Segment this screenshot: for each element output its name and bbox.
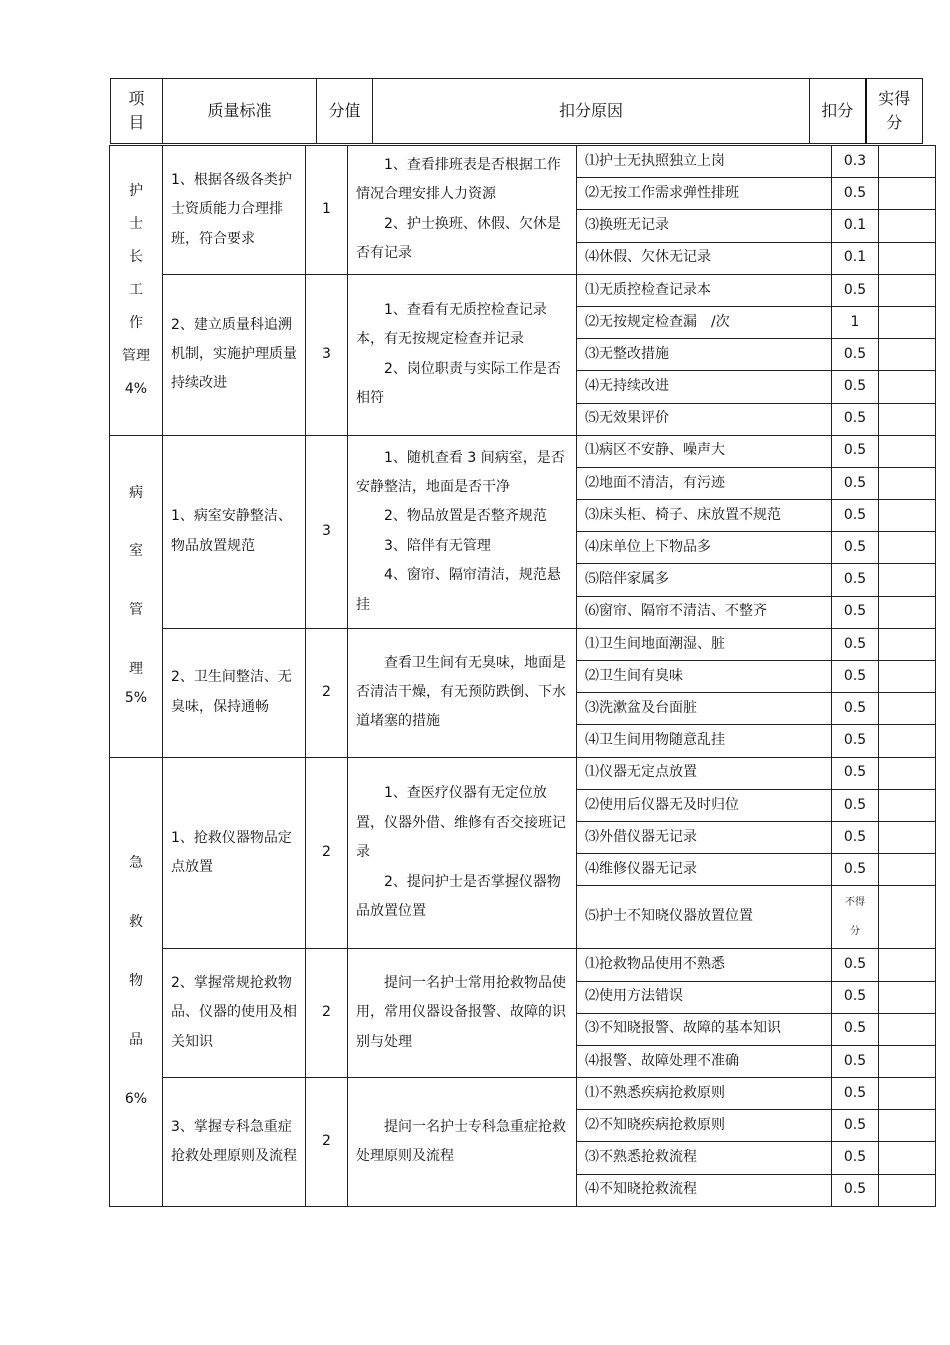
scoring-table xyxy=(109,145,936,1207)
deduction-item: ⑷床单位上下物品多 xyxy=(577,532,832,564)
earned-score-cell[interactable] xyxy=(879,789,936,821)
earned-score-cell[interactable] xyxy=(879,886,936,949)
deduction-points: 0.5 xyxy=(832,1142,879,1174)
earned-score-cell[interactable] xyxy=(879,1013,936,1045)
reason-paragraph: 2、岗位职责与实际工作是否相符 xyxy=(356,360,561,407)
deduction-item: ⑸陪伴家属多 xyxy=(577,564,832,596)
deduction-item: ⑷休假、欠休无记录 xyxy=(577,242,832,274)
table-row xyxy=(110,435,936,467)
deduction-points: 不得 分 xyxy=(832,886,879,949)
earned-score-cell[interactable] xyxy=(879,949,936,981)
header-reason: 扣分原因 xyxy=(373,79,810,144)
deduction-points: 0.5 xyxy=(832,725,879,757)
deduction-item: ⑵使用后仪器无及时归位 xyxy=(577,789,832,821)
deduction-points: 0.5 xyxy=(832,628,879,660)
deduction-item: ⑷维修仪器无记录 xyxy=(577,854,832,886)
deduction-points: 0.5 xyxy=(832,1045,879,1077)
score-value: 2 xyxy=(306,628,348,757)
deduction-reason xyxy=(348,146,577,275)
deduction-points: 0.5 xyxy=(832,789,879,821)
deduction-points: 0.5 xyxy=(832,371,879,403)
deduction-item: ⑶无整改措施 xyxy=(577,339,832,371)
header-score: 分值 xyxy=(317,79,373,144)
reason-paragraph: 2、物品放置是否整齐规范 xyxy=(384,508,547,525)
deduction-points: 0.1 xyxy=(832,242,879,274)
earned-score-cell[interactable] xyxy=(879,1142,936,1174)
earned-score-cell[interactable] xyxy=(879,757,936,789)
reason-paragraph: 1、查医疗仪器有无定位放置，仪器外借、维修有否交接班记录 xyxy=(356,785,566,861)
earned-score-cell[interactable] xyxy=(879,725,936,757)
earned-score-cell[interactable] xyxy=(879,306,936,338)
header-deduction: 扣分 xyxy=(810,79,866,144)
table-row xyxy=(110,274,936,306)
earned-score-cell[interactable] xyxy=(879,371,936,403)
earned-score-cell[interactable] xyxy=(879,339,936,371)
header-row xyxy=(111,79,923,144)
reason-paragraph: 2、护士换班、休假、欠休是否有记录 xyxy=(356,215,561,262)
score-value: 2 xyxy=(306,1078,348,1207)
deduction-item: ⑶床头柜、椅子、床放置不规范 xyxy=(577,500,832,532)
deduction-item: ⑵无按规定检查漏 /次 xyxy=(577,306,832,338)
deduction-item: ⑵使用方法错误 xyxy=(577,981,832,1013)
deduction-points: 0.5 xyxy=(832,1013,879,1045)
earned-score-cell[interactable] xyxy=(879,146,936,178)
header-table xyxy=(110,78,923,144)
deduction-item: ⑶洗漱盆及台面脏 xyxy=(577,693,832,725)
deduction-points: 0.3 xyxy=(832,146,879,178)
score-value: 3 xyxy=(306,435,348,628)
quality-standard: 1、病室安静整洁、物品放置规范 xyxy=(163,435,306,628)
deduction-points: 0.5 xyxy=(832,403,879,435)
reason-paragraph: 1、随机查看 3 间病室，是否安静整洁，地面是否干净 xyxy=(356,449,565,495)
score-value: 2 xyxy=(306,757,348,949)
deduction-item: ⑸护士不知晓仪器放置位置 xyxy=(577,886,832,949)
reason-paragraph: 2、提问护士是否掌握仪器物品放置位置 xyxy=(356,873,561,920)
deduction-item: ⑷报警、故障处理不准确 xyxy=(577,1045,832,1077)
deduction-reason xyxy=(348,1078,577,1207)
deduction-points: 0.5 xyxy=(832,1174,879,1206)
deduction-item: ⑴护士无执照独立上岗 xyxy=(577,146,832,178)
score-value: 3 xyxy=(306,274,348,435)
reason-paragraph: 提问一名护士专科急重症抢救处理原则及流程 xyxy=(356,1118,566,1164)
earned-score-cell[interactable] xyxy=(879,403,936,435)
earned-score-cell[interactable] xyxy=(879,532,936,564)
earned-score-cell[interactable] xyxy=(879,854,936,886)
deduction-points: 0.5 xyxy=(832,435,879,467)
quality-standard: 3、掌握专科急重症抢救处理原则及流程 xyxy=(163,1078,306,1207)
deduction-points: 0.5 xyxy=(832,339,879,371)
deduction-points: 0.5 xyxy=(832,500,879,532)
deduction-item: ⑵无按工作需求弹性排班 xyxy=(577,178,832,210)
score-value: 1 xyxy=(306,146,348,275)
deduction-reason xyxy=(348,757,577,949)
deduction-points: 0.5 xyxy=(832,1078,879,1110)
deduction-item: ⑵地面不清洁，有污迹 xyxy=(577,467,832,499)
reason-paragraph: 1、查看有无质控检查记录本，有无按规定检查并记录 xyxy=(356,301,547,348)
earned-score-cell[interactable] xyxy=(879,210,936,242)
deduction-item: ⑶换班无记录 xyxy=(577,210,832,242)
earned-score-cell[interactable] xyxy=(879,596,936,628)
earned-score-cell[interactable] xyxy=(879,628,936,660)
score-value: 2 xyxy=(306,949,348,1078)
earned-score-cell[interactable] xyxy=(879,435,936,467)
deduction-points: 0.5 xyxy=(832,532,879,564)
section-category: 护 士 长 工 作 管理 4% xyxy=(110,146,163,436)
earned-score-cell[interactable] xyxy=(879,1045,936,1077)
deduction-item: ⑸无效果评价 xyxy=(577,403,832,435)
deduction-points: 1 xyxy=(832,306,879,338)
reason-paragraph: 提问一名护士常用抢救物品使用，常用仪器设备报警、故障的识别与处理 xyxy=(356,975,566,1050)
quality-standard: 2、卫生间整洁、无臭味，保持通畅 xyxy=(163,628,306,757)
section-category: 病 室 管 理 5% xyxy=(110,435,163,757)
deduction-item: ⑷无持续改进 xyxy=(577,371,832,403)
table-row xyxy=(110,146,936,178)
earned-score-cell[interactable] xyxy=(879,981,936,1013)
quality-standard: 2、建立质量科追溯机制，实施护理质量持续改进 xyxy=(163,274,306,435)
section-category: 急 救 物 品 6% xyxy=(110,757,163,1206)
deduction-item: ⑵不知晓疾病抢救原则 xyxy=(577,1110,832,1142)
reason-paragraph: 3、陪伴有无管理 xyxy=(384,537,491,554)
deduction-item: ⑴卫生间地面潮湿、脏 xyxy=(577,628,832,660)
earned-score-cell[interactable] xyxy=(879,661,936,693)
earned-score-cell[interactable] xyxy=(879,1078,936,1110)
deduction-points: 0.5 xyxy=(832,757,879,789)
deduction-points: 0.5 xyxy=(832,564,879,596)
deduction-points: 0.5 xyxy=(832,178,879,210)
reason-paragraph: 查看卫生间有无臭味，地面是否清洁干燥，有无预防跌倒、下水道堵塞的措施 xyxy=(356,654,566,730)
earned-score-cell[interactable] xyxy=(879,1174,936,1206)
deduction-item: ⑴病区不安静、噪声大 xyxy=(577,435,832,467)
deduction-reason xyxy=(348,628,577,757)
earned-score-cell[interactable] xyxy=(879,693,936,725)
deduction-item: ⑷卫生间用物随意乱挂 xyxy=(577,725,832,757)
deduction-item: ⑴不熟悉疾病抢救原则 xyxy=(577,1078,832,1110)
earned-score-cell[interactable] xyxy=(879,1110,936,1142)
table-row xyxy=(110,628,936,660)
header-earned: 实得 分 xyxy=(866,79,923,144)
deduction-item: ⑴仪器无定点放置 xyxy=(577,757,832,789)
earned-score-cell[interactable] xyxy=(879,178,936,210)
deduction-points: 0.5 xyxy=(832,467,879,499)
deduction-points: 0.5 xyxy=(832,981,879,1013)
quality-standard: 1、根据各级各类护士资质能力合理排班，符合要求 xyxy=(163,146,306,275)
reason-paragraph: 4、窗帘、隔帘清洁，规范悬挂 xyxy=(356,567,561,613)
deduction-item: ⑹窗帘、隔帘不清洁、不整齐 xyxy=(577,596,832,628)
deduction-points: 0.5 xyxy=(832,854,879,886)
deduction-reason xyxy=(348,274,577,435)
deduction-points: 0.5 xyxy=(832,693,879,725)
table-row xyxy=(110,757,936,789)
earned-score-cell[interactable] xyxy=(879,242,936,274)
deduction-item: ⑷不知晓抢救流程 xyxy=(577,1174,832,1206)
deduction-points: 0.5 xyxy=(832,1110,879,1142)
earned-score-cell[interactable] xyxy=(879,500,936,532)
earned-score-cell[interactable] xyxy=(879,564,936,596)
deduction-points: 0.5 xyxy=(832,596,879,628)
quality-standard: 2、掌握常规抢救物品、仪器的使用及相关知识 xyxy=(163,949,306,1078)
deduction-points: 0.1 xyxy=(832,210,879,242)
deduction-item: ⑵卫生间有臭味 xyxy=(577,661,832,693)
header-standard: 质量标准 xyxy=(163,79,317,144)
deduction-points: 0.5 xyxy=(832,661,879,693)
deduction-reason xyxy=(348,949,577,1078)
deduction-item: ⑶不熟悉抢救流程 xyxy=(577,1142,832,1174)
earned-score-cell[interactable] xyxy=(879,467,936,499)
deduction-item: ⑶不知晓报警、故障的基本知识 xyxy=(577,1013,832,1045)
quality-standard: 1、抢救仪器物品定点放置 xyxy=(163,757,306,949)
header-project: 项 目 xyxy=(111,79,163,144)
table-row xyxy=(110,949,936,981)
earned-score-cell[interactable] xyxy=(879,821,936,853)
table-row xyxy=(110,1078,936,1110)
earned-score-cell[interactable] xyxy=(879,274,936,306)
reason-paragraph: 1、查看排班表是否根据工作情况合理安排人力资源 xyxy=(356,157,561,203)
deduction-reason xyxy=(348,435,577,628)
deduction-points: 0.5 xyxy=(832,274,879,306)
deduction-item: ⑶外借仪器无记录 xyxy=(577,821,832,853)
deduction-points: 0.5 xyxy=(832,949,879,981)
deduction-item: ⑴无质控检查记录本 xyxy=(577,274,832,306)
deduction-points: 0.5 xyxy=(832,821,879,853)
deduction-item: ⑴抢救物品使用不熟悉 xyxy=(577,949,832,981)
